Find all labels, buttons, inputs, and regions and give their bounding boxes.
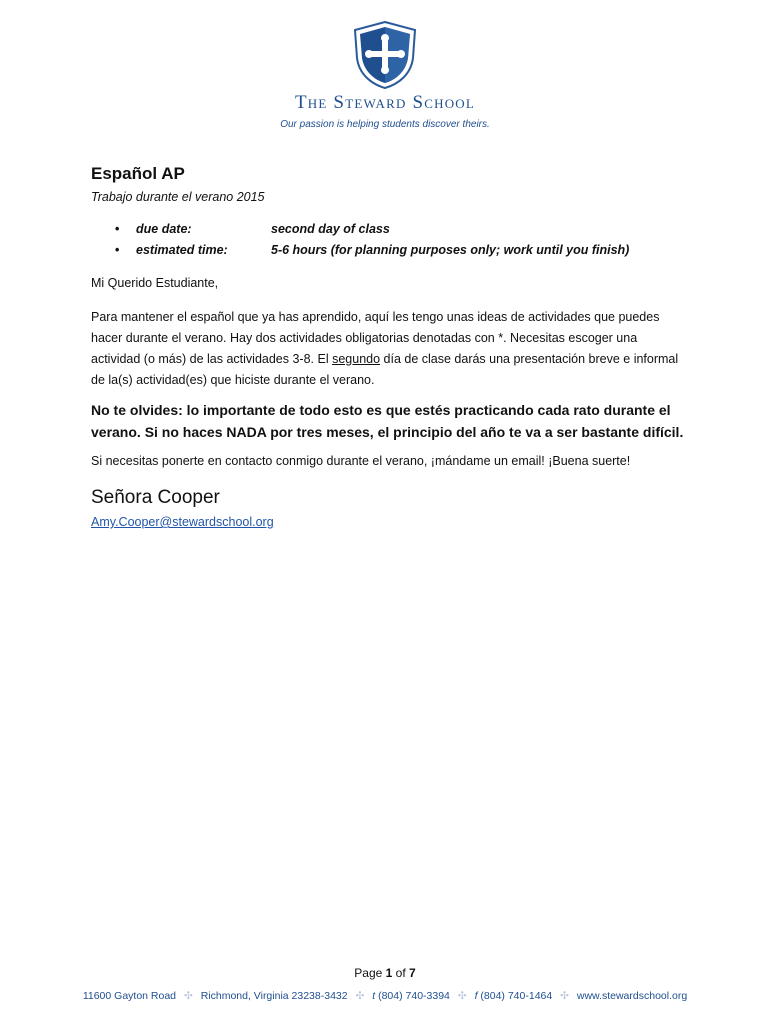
- footer-address: 11600 Gayton Road: [82, 990, 177, 1002]
- intro-text-b: día de clase darás una presentación breve e informal de la(s) actividad(es) que hiciste durante el verano.: [91, 352, 679, 387]
- school-name: The Steward School: [294, 92, 476, 113]
- page-word: Page: [354, 966, 383, 980]
- footer-contact-bar: [0, 990, 770, 1002]
- due-date-value: second day of class: [271, 222, 390, 236]
- contact-paragraph: Si necesitas ponerte en contacto conmigo durante el verano, ¡mándame un email! ¡Buena suerte!: [91, 454, 631, 468]
- school-logo: [0, 20, 770, 90]
- footer-city: Richmond, Virginia 23238-3432: [200, 990, 348, 1002]
- email-link[interactable]: Amy.Cooper@stewardschool.org: [91, 515, 274, 529]
- separator-icon: ✣: [355, 990, 365, 1002]
- footer-website[interactable]: www.stewardschool.org: [576, 990, 688, 1002]
- estimated-time-value: 5-6 hours (for planning purposes only; work until you finish): [271, 243, 630, 257]
- bullet-icon: •: [115, 222, 120, 236]
- page-total: 7: [409, 966, 416, 980]
- due-date-label: due date:: [136, 222, 192, 236]
- list-item: [91, 222, 691, 243]
- footer-phone: (804) 740-3394: [378, 990, 450, 1002]
- intro-paragraph: [91, 307, 681, 391]
- footer-fax-prefix: f: [474, 990, 478, 1002]
- greeting: Mi Querido Estudiante,: [91, 276, 219, 290]
- intro-text-a: Para mantener el español que ya has aprendido, aquí les tengo unas ideas de actividades que puedes hacer durante el verano. Hay dos actividades obligatorias denotadas con *. Necesitas escoger una actividad (o más) de las actividades 3-8. El: [91, 310, 660, 366]
- separator-icon: ✣: [183, 990, 193, 1002]
- footer-fax: (804) 740-1464: [480, 990, 553, 1002]
- estimated-time-label: estimated time:: [136, 243, 228, 257]
- document-subtitle: Trabajo durante el verano 2015: [91, 190, 265, 204]
- footer-phone-prefix: t: [372, 990, 376, 1002]
- page-current: 1: [385, 966, 393, 980]
- shield-cross-icon: [351, 20, 419, 90]
- assignment-details-list: [91, 222, 691, 264]
- separator-icon: ✣: [560, 990, 569, 1002]
- page-number: [0, 966, 770, 980]
- page-of: of: [395, 966, 406, 980]
- document-title: Español AP: [91, 164, 185, 183]
- bullet-icon: •: [115, 243, 120, 257]
- intro-underlined-word: segundo: [332, 352, 381, 366]
- signature-name: Señora Cooper: [91, 487, 220, 508]
- school-tagline: Our passion is helping students discover theirs.: [280, 119, 490, 130]
- important-notice: No te olvides: lo importante de todo esto es que estés practicando cada rato durante el verano. Si no haces NADA por tres meses, el principio del año te va a ser bastante difícil.: [91, 402, 684, 440]
- list-item: [91, 243, 691, 264]
- separator-icon: ✣: [457, 990, 467, 1002]
